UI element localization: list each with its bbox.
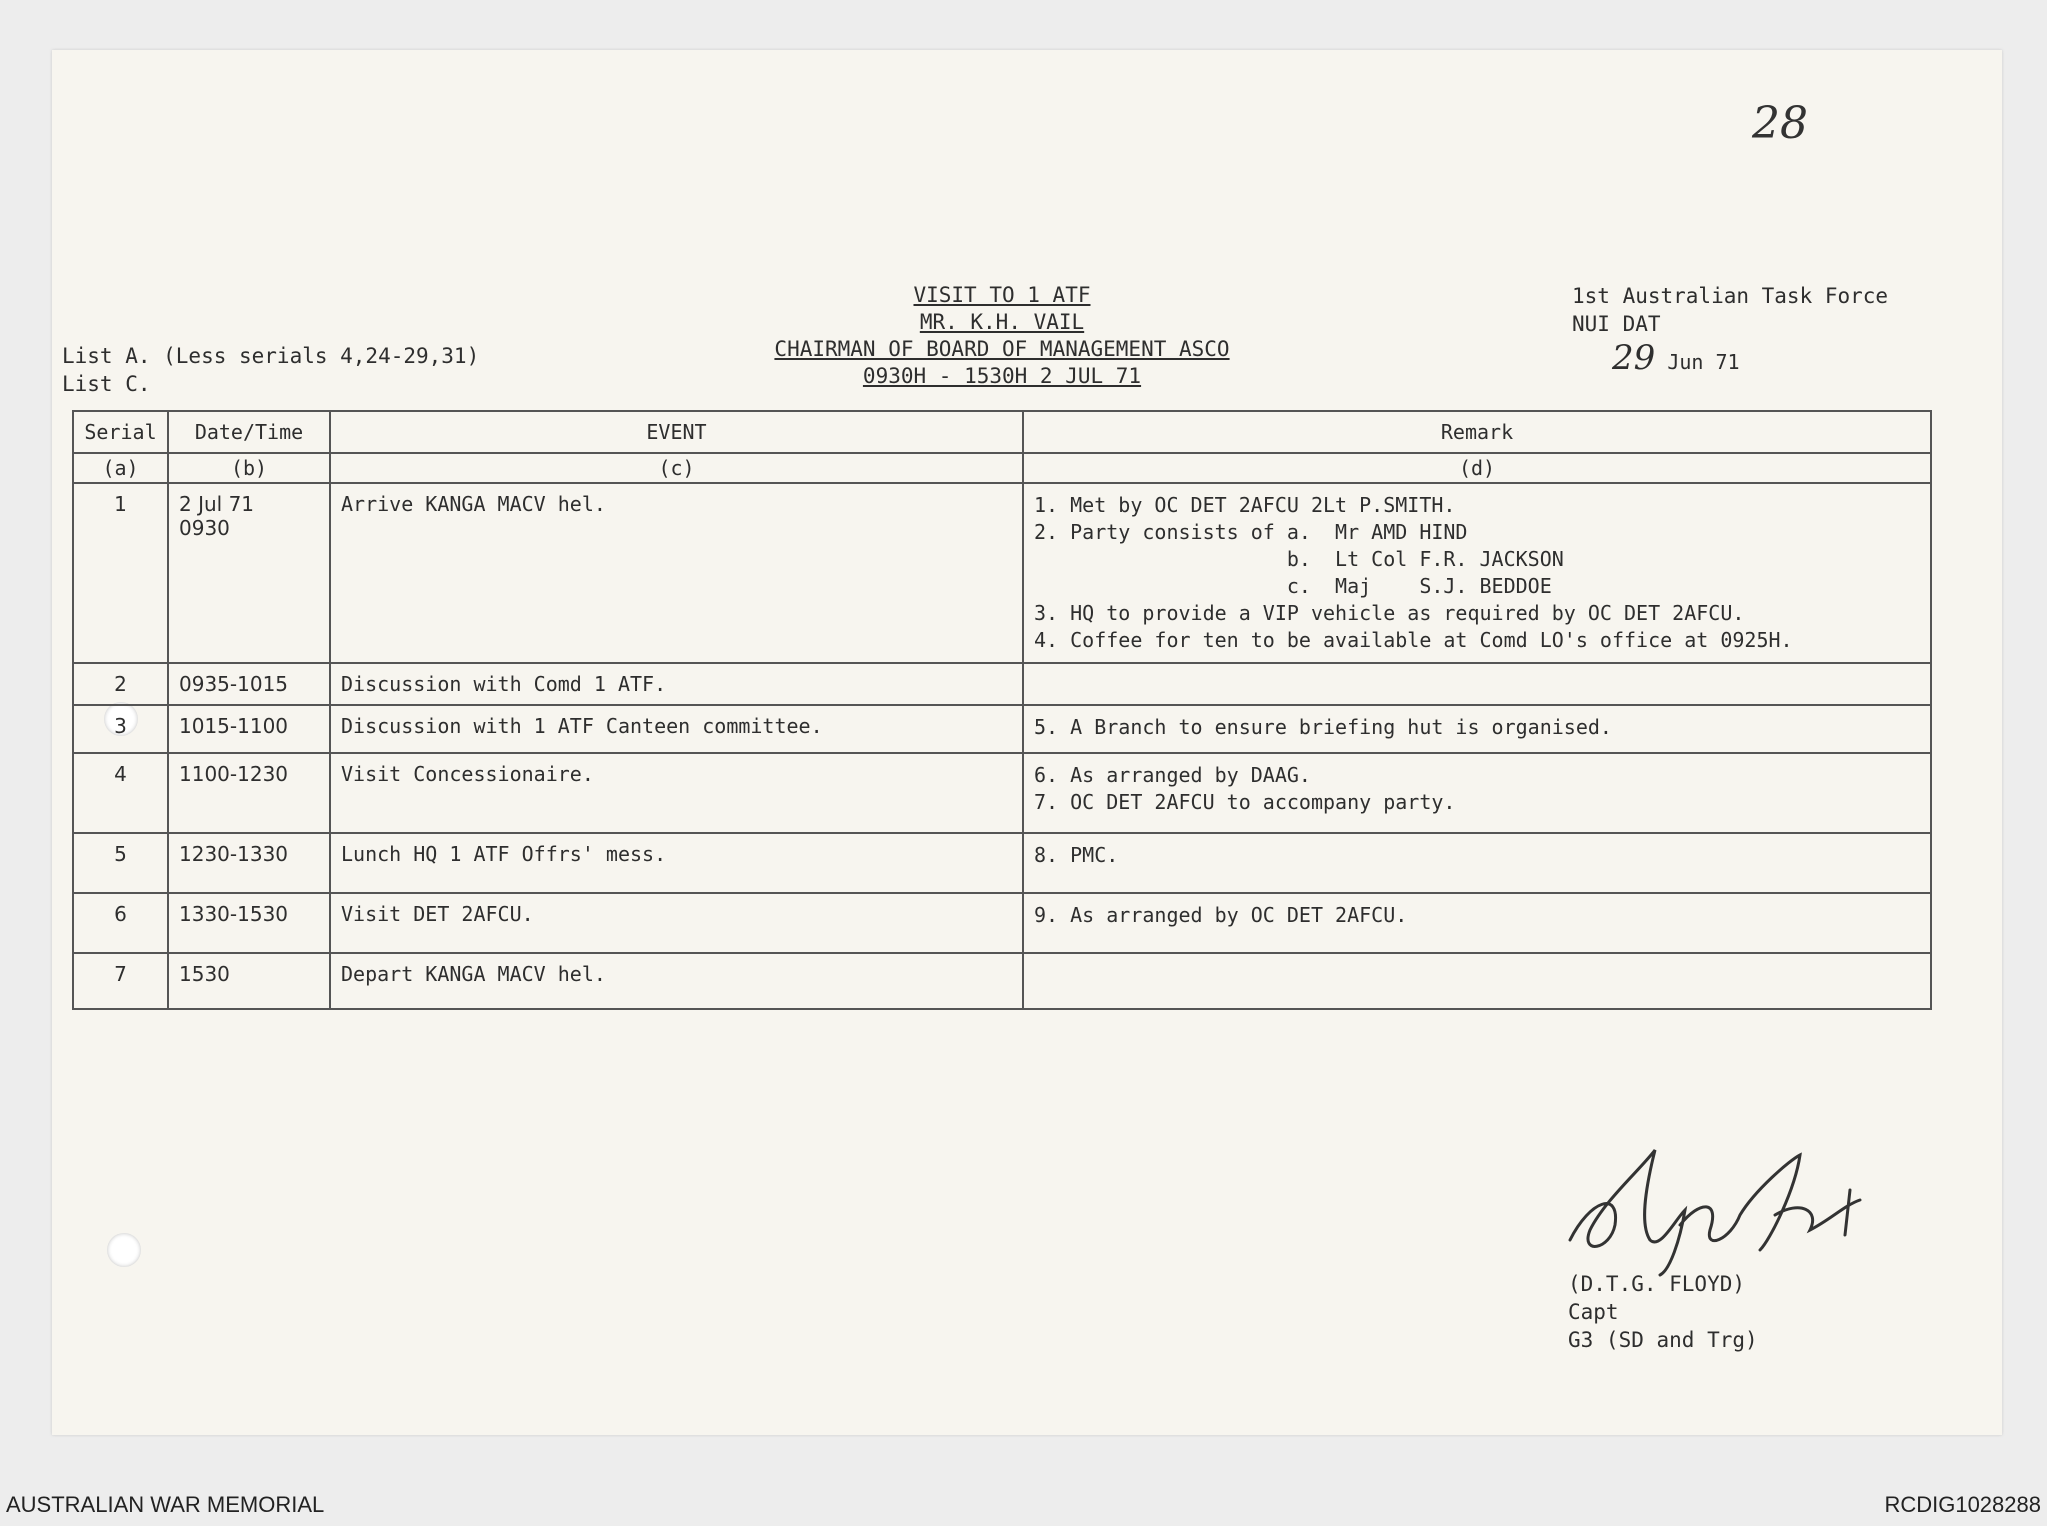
table-row <box>73 753 1931 833</box>
cell-event: Discussion with 1 ATF Canteen committee. <box>330 705 1023 753</box>
remark-line: b. Lt Col F.R. JACKSON <box>1034 547 1564 571</box>
hq-unit: 1st Australian Task Force <box>1572 284 1889 308</box>
header-remark: Remark <box>1023 411 1931 453</box>
cell-remarks <box>1023 893 1931 953</box>
hq-address-block <box>1572 282 1889 378</box>
cell-serial: 2 <box>73 663 168 705</box>
header-event: EVENT <box>330 411 1023 453</box>
cell-time: 0930 <box>179 516 230 540</box>
cell-date-time: 1100-1230 <box>168 753 330 833</box>
table-header-row <box>73 411 1931 453</box>
cell-serial: 1 <box>73 483 168 663</box>
cell-remarks <box>1023 953 1931 1009</box>
hq-location: NUI DAT <box>1572 312 1661 336</box>
table-subheader-row <box>73 453 1931 483</box>
distribution-lists <box>62 342 479 398</box>
cell-date-time: 1530 <box>168 953 330 1009</box>
remark-line: 1. Met by OC DET 2AFCU 2Lt P.SMITH. <box>1034 493 1456 517</box>
signatory-name: (D.T.G. FLOYD) <box>1568 1272 1746 1296</box>
subheader-b: (b) <box>168 453 330 483</box>
footer-reference: RCDIG1028288 <box>1884 1492 2041 1517</box>
punch-hole <box>107 1233 141 1267</box>
cell-date-time: 1230-1330 <box>168 833 330 893</box>
signature-block <box>1568 1270 1758 1354</box>
remark-line: c. Maj S.J. BEDDOE <box>1034 574 1552 598</box>
cell-date-time: 0935-1015 <box>168 663 330 705</box>
cell-date-time: 1330-1530 <box>168 893 330 953</box>
header-date-time: Date/Time <box>168 411 330 453</box>
remark-line: 2. Party consists of a. Mr AMD HIND <box>1034 520 1468 544</box>
document-heading <box>662 282 1342 390</box>
heading-line: 0930H - 1530H 2 JUL 71 <box>862 364 1142 388</box>
cell-serial: 6 <box>73 893 168 953</box>
table-row <box>73 833 1931 893</box>
cell-event: Visit DET 2AFCU. <box>330 893 1023 953</box>
document-date <box>1612 338 1928 378</box>
footer-institution: AUSTRALIAN WAR MEMORIAL <box>6 1492 325 1517</box>
subheader-a: (a) <box>73 453 168 483</box>
signatory-appointment: G3 (SD and Trg) <box>1568 1328 1758 1352</box>
cell-event: Depart KANGA MACV hel. <box>330 953 1023 1009</box>
heading-line: VISIT TO 1 ATF <box>913 283 1091 307</box>
subheader-d: (d) <box>1023 453 1931 483</box>
signatory-rank: Capt <box>1568 1300 1619 1324</box>
page-number: 28 <box>1752 98 1808 149</box>
signature-scrawl <box>1560 1130 1880 1280</box>
cell-remarks <box>1023 753 1931 833</box>
cell-remarks <box>1023 705 1931 753</box>
cell-date-time: 1015-1100 <box>168 705 330 753</box>
schedule-table <box>72 410 1932 1010</box>
table-row <box>73 953 1931 1009</box>
cell-serial: 4 <box>73 753 168 833</box>
remark-line: 9. As arranged by OC DET 2AFCU. <box>1034 903 1408 927</box>
cell-remarks <box>1023 483 1931 663</box>
cell-serial: 7 <box>73 953 168 1009</box>
table-row <box>73 705 1931 753</box>
heading-line: MR. K.H. VAIL <box>919 310 1085 334</box>
cell-remarks <box>1023 833 1931 893</box>
cell-event: Arrive KANGA MACV hel. <box>330 483 1023 663</box>
cell-date: 2 Jul 71 <box>179 492 255 516</box>
cell-serial: 5 <box>73 833 168 893</box>
list-a: List A. (Less serials 4,24-29,31) <box>62 344 480 368</box>
cell-remarks <box>1023 663 1931 705</box>
table-row <box>73 893 1931 953</box>
remark-line: 8. PMC. <box>1034 843 1119 867</box>
list-c: List C. <box>62 372 151 396</box>
date-month-year: Jun 71 <box>1667 350 1740 374</box>
remark-line: 5. A Branch to ensure briefing hut is organised. <box>1034 715 1612 739</box>
cell-serial: 3 <box>73 705 168 753</box>
table-row <box>73 663 1931 705</box>
cell-event: Discussion with Comd 1 ATF. <box>330 663 1023 705</box>
cell-event: Visit Concessionaire. <box>330 753 1023 833</box>
remark-line: 7. OC DET 2AFCU to accompany party. <box>1034 790 1456 814</box>
subheader-c: (c) <box>330 453 1023 483</box>
remark-line: 4. Coffee for ten to be available at Comd LO's office at 0925H. <box>1034 628 1793 652</box>
date-day: 29 <box>1612 338 1656 378</box>
cell-date-time <box>168 483 330 663</box>
remark-line: 3. HQ to provide a VIP vehicle as required by OC DET 2AFCU. <box>1034 601 1745 625</box>
header-serial: Serial <box>73 411 168 453</box>
heading-line: CHAIRMAN OF BOARD OF MANAGEMENT ASCO <box>774 337 1230 361</box>
table-row <box>73 483 1931 663</box>
cell-event: Lunch HQ 1 ATF Offrs' mess. <box>330 833 1023 893</box>
remark-line: 6. As arranged by DAAG. <box>1034 763 1311 787</box>
